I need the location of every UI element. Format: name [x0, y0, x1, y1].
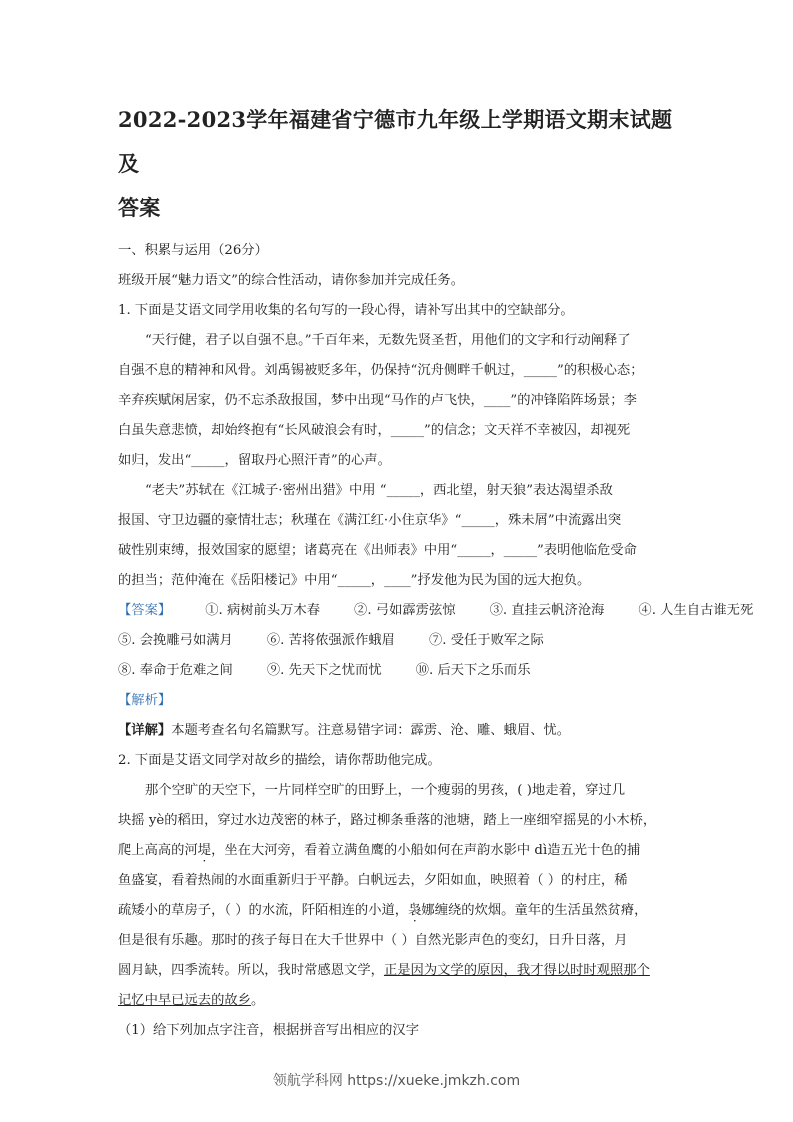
answer-item: ⑧. 奉命于危难之间 [118, 663, 233, 678]
q2-passage-line: 那个空旷的天空下，一片同样空旷的田野上，一个瘦弱的男孩，( )地走着，穿过几 [145, 783, 625, 798]
detail-label: 【详解】 [118, 723, 172, 738]
title-line-2: 答案 [118, 195, 161, 220]
q1-paragraph-2-line: “老夫”苏轼在《江城子·密州出猎》中用 “_____，西北望，射天狼”表达渴望杀敌 [145, 483, 613, 498]
underlined-sentence: 记忆中早已远去的故乡 [118, 993, 251, 1008]
answer-item: ②. 弓如霹雳弦惊 [354, 603, 456, 618]
document-title [118, 98, 675, 230]
answer-label: 【答案】 [118, 603, 172, 618]
question-2-stem: 2. 下面是艾语文同学对故乡的描绘，请你帮助他完成。 [118, 753, 441, 768]
dotted-character: 堤 [197, 843, 212, 858]
q1-paragraph-2-line: 的担当；范仲淹在《岳阳楼记》中用“_____，____”抒发他为民为国的远大抱负。 [118, 573, 591, 588]
q1-paragraph-2-line: 报国、守卫边疆的豪情壮志；秋瑾在《满江红·小住京华》“_____，殊未屑”中流露出突 [118, 513, 622, 528]
passage-segment: 疏矮小的草房子，（ ）的水流，阡陌相连的小道， [118, 903, 409, 918]
answer-line [118, 656, 675, 686]
q2-passage-line [118, 956, 675, 986]
q2-passage-line [118, 986, 675, 1016]
question-1-stem: 1. 下面是艾语文同学用收集的名句写的一段心得，请补写出其中的空缺部分。 [118, 303, 574, 318]
sub-question-1: （1）给下列加点字注音，根据拼音写出相应的汉字 [118, 1023, 419, 1038]
answer-item: ⑦. 受任于败军之际 [428, 633, 544, 648]
dotted-character: 袅 [408, 903, 422, 918]
answer-item: ⑥. 苦将侬强派作蛾眉 [266, 633, 395, 648]
q1-paragraph-1-line: 白虽失意悲愤，却始终抱有“长风破浪会有时，_____”的信念；文天祥不幸被囚，却视死 [118, 423, 631, 438]
answer-item: ⑤. 会挽雕弓如满月 [118, 633, 233, 648]
detail-text: 本题考查名句名篇默写。注意易错字词：霹雳、沧、雕、蛾眉、忧。 [171, 723, 571, 738]
analysis-label: 【解析】 [118, 693, 172, 708]
detail-line [118, 716, 675, 746]
passage-segment: 娜缠绕的炊烟。童年的生活虽然贫瘠， [421, 903, 648, 918]
answer-item: ⑨. 先天下之忧而忧 [266, 663, 382, 678]
q1-paragraph-1-line: 辛弃疾赋闲居家，仍不忘杀敌报国，梦中出现“马作的卢飞快，____”的冲锋陷阵场景；李 [118, 393, 637, 408]
passage-segment: 圆月缺，四季流转。所以，我时常感恩文学， [118, 963, 384, 978]
q2-passage-line: 鱼盛宴，看着热闹的水面重新归于平静。白帆远去，夕阳如血，映照着（ ）的村庄，稀 [118, 873, 628, 888]
section-heading: 一、积累与运用（26分） [118, 243, 268, 258]
q1-paragraph-1-line: “天行健，君子以自强不息。”千百年来，无数先贤圣哲，用他们的文字和行动阐释了 [145, 333, 631, 348]
answer-item: ④. 人生自古谁无死 [638, 603, 754, 618]
q2-passage-line [118, 896, 675, 926]
q1-paragraph-1-line: 如归，发出“_____，留取丹心照汗青”的心声。 [118, 453, 391, 468]
q2-passage-line: 块摇 yè的稻田，穿过水边茂密的林子，路过柳条垂落的池塘，踏上一座细窄摇晃的小木桥， [118, 813, 657, 828]
answer-line [118, 596, 754, 626]
answer-item: ③. 直挂云帆济沧海 [489, 603, 605, 618]
q1-paragraph-1-line: 自强不息的精神和风骨。刘禹锡被贬多年，仍保持“沉舟侧畔千帆过，_____”的积极心态； [118, 363, 644, 378]
passage-segment: 。 [250, 993, 265, 1008]
q1-paragraph-2-line: 破性别束缚，报效国家的愿望；诸葛亮在《出师表》中用“_____，_____”表明他临危受命 [118, 543, 637, 558]
passage-segment: ，坐在大河旁，看着立满鱼鹰的小船如何在声韵水影中 dì造五光十色的捕 [211, 843, 641, 858]
title-line-1: 2022-2023学年福建省宁德市九年级上学期语文期末试题及 [118, 107, 673, 176]
answer-item: ①. 病树前头万木春 [205, 603, 321, 618]
q2-passage-line [118, 836, 675, 866]
answer-line [118, 626, 675, 656]
q2-passage-line: 但是很有乐趣。那时的孩子每日在大千世界中（ ）自然光影声色的变幻，日升日落，月 [118, 933, 628, 948]
footer-watermark: 领航学科网 https://xueke.jmkzh.com [272, 1073, 521, 1089]
activity-intro: 班级开展“魅力语文”的综合性活动，请你参加并完成任务。 [118, 273, 465, 288]
underlined-sentence: 正是因为文学的原因，我才得以时时观照那个 [383, 963, 650, 978]
answer-item: ⑩. 后天下之乐而乐 [415, 663, 531, 678]
passage-segment: 爬上高高的河 [118, 843, 198, 858]
